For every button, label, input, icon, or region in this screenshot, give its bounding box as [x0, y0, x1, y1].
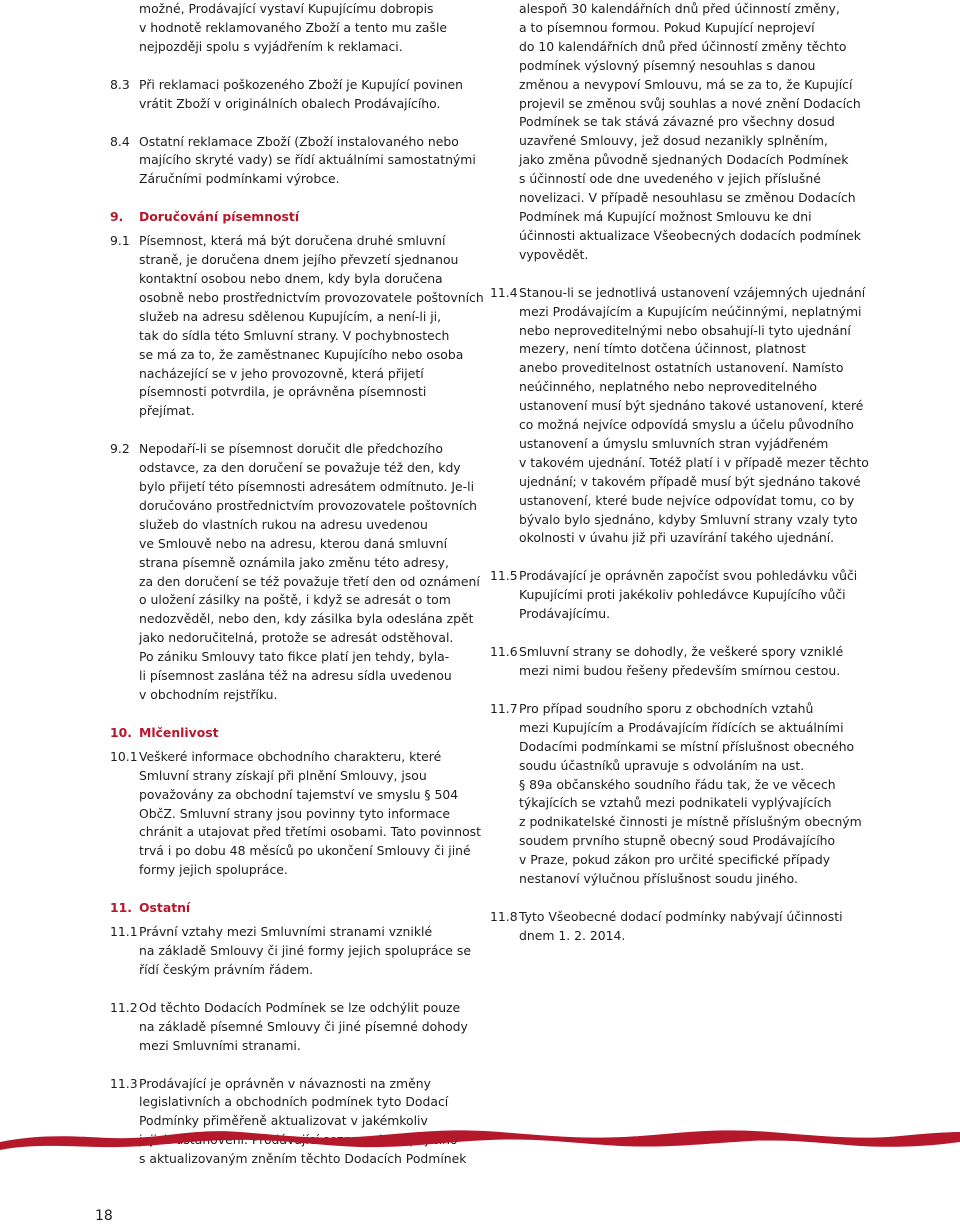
right-column [490, 0, 869, 946]
clause-11-2: 11.2 Od těchto Dodacích Podmínek se lze odchýlit pouze na základě písemné Smlouvy či jiné písemné dohody mezi Smluvními stranami. [110, 999, 468, 1053]
section-title: Mlčenlivost [139, 724, 219, 740]
decorative-wave-border [0, 1126, 960, 1160]
section-heading-9: 9. Doručování písemností [110, 209, 300, 225]
clause-number: 11.6 [490, 644, 518, 660]
wave-band [0, 1130, 960, 1150]
clause-8-4: 8.4 Ostatní reklamace Zboží (Zboží instalovaného nebo majícího skryté vady) se řídí aktuálními samostatnými Záručními podmínkami výrobce. [110, 133, 476, 187]
clause-number: 11.7 [490, 700, 518, 716]
clause-11-8: 11.8 Tyto Všeobecné dodací podmínky nabývají účinnosti dnem 1. 2. 2014. [490, 908, 843, 943]
clause-9-2: 9.2 Nepodaří-li se písemnost doručit dle předchozího odstavce, za den doručení se považuje též den, kdy bylo přijetí této písemnosti adresátem odmítnuto. Je-li doručováno prostřednictvím provozovatele poštovních služeb do vlastních rukou na adresu uvedenou ve Smlouvě nebo na adresu, kterou daná smluvní strana písemně oznámila jako změnu této adresy, za den doručení se též považuje třetí den od oznámení o uložení zásilky na poště, i když se adresát o tom nedozvěděl, nebo den, kdy zásilka byla odeslána zpět jako nedoručitelná, protože se adresát odstěhoval. Po zániku Smlouvy tato fikce platí jen tehdy, byla- li písemnost zaslána též na adresu sídla uvedenou v obchodním rejstříku. [110, 441, 480, 702]
clause-11-7: 11.7 Pro případ soudního sporu z obchodních vztahů mezi Kupujícím a Prodávajícím řídících se aktuálními Dodacími podmínkami se místní příslušnost obecného soudu účastníků upravuje s odvoláním na ust. § 89a občanského soudního řádu tak, že ve věcech týkajících se vztahů mezi podnikateli vyplývajících z podnikatelské činnosti je místně příslušným obecným soudem prvního stupně obecný soud Prodávajícího v Praze, pokud zákon pro určité specifické případy nestanoví výlučnou příslušnost soudu jiného. [490, 700, 862, 887]
clause-number: 8.3 [110, 76, 130, 92]
section-title: Ostatní [139, 900, 191, 916]
clause-number: 11.1 [110, 924, 138, 940]
clause-9-1: 9.1 Písemnost, která má být doručena druhé smluvní straně, je doručena dnem jejího převzetí sjednanou kontaktní osobou nebo dnem, kdy byla doručena osobně nebo prostřednictvím provozovatele poštovních služeb na adresu sdělenou Kupujícím, a není-li ji, tak do sídla této Smluvní strany. V pochybnostech se má za to, že zaměstnanec Kupujícího nebo osoba nacházející se v jeho provozovně, která přijetí písemnosti potvrdila, je oprávněna písemnosti přejímat. [110, 233, 484, 419]
left-column [110, 0, 484, 1169]
clause-11-6: 11.6 Smluvní strany se dohodly, že veškeré spory vzniklé mezi nimi budou řešeny především smírnou cestou. [490, 644, 844, 678]
clause-number: 9.2 [110, 441, 130, 457]
clause-number: 11.8 [490, 908, 518, 924]
continued-paragraph: alespoň 30 kalendářních dnů před účinností změny, a to písemnou formou. Pokud Kupující neprojeví do 10 kalendářních dnů před účinností změny těchto podmínek výslovný písemný nesouhlas s danou změnou a nevypoví Smlouvu, má se za to, že Kupující projevil se změnou svůj souhlas a nové znění Dodacích Podmínek se tak stává závazné pro všechny dosud uzavřené Smlouvy, jež dosud nezanikly splněním, jako změna původně sjednaných Dodacích Podmínek s účinností ode dne uvedeného v jejich příslušné novelizaci. V případě nesouhlasu se změnou Dodacích Podmínek má Kupující možnost Smlouvu ke dni účinnosti aktualizace Všeobecných dodacích podmínek vypovědět. [519, 1, 861, 262]
clause-11-5: 11.5 Prodávající je oprávněn započíst svou pohledávku vůči Kupujícími proti jakékoliv pohledávce Kupujícího vůči Prodávajícímu. [490, 568, 858, 622]
clause-number: 8.4 [110, 133, 130, 149]
clause-number: 10.1 [110, 748, 138, 764]
clause-number: 11.4 [490, 284, 518, 300]
clause-11-4: 11.4 Stanou-li se jednotlivá ustanovení vzájemných ujednání mezi Prodávajícím a Kupujícím neúčinnými, neplatnými nebo neproveditelnými nebo obsahují-li tyto ujednání mezery, není tímto dotčena účinnost, platnost anebo proveditelnost ostatních ustanovení. Namísto neúčinného, neplatného nebo neproveditelného ustanovení musí být sjednáno takové ustanovení, které co možná nejvíce odpovídá smyslu a účelu původního ustanovení a úmyslu smluvních stran vyjádřeném v takovém ujednání. Totéž platí i v případě mezer těchto ujednání; v takovém případě musí být sjednáno takové ustanovení, které bude nejvíce odpovídat tomu, co by bývalo bylo sjednáno, kdyby Smluvní strany vzaly tyto okolnosti v úvahu již při uzavírání takého ujednání. [490, 284, 869, 546]
section-heading-11: 11. Ostatní [110, 900, 191, 916]
clause-number: 11.5 [490, 568, 518, 584]
clause-10-1: 10.1 Veškeré informace obchodního charakteru, které Smluvní strany získají při plnění Smlouvy, jsou považovány za obchodní tajemství ve smyslu § 504 ObčZ. Smluvní strany jsou povinny tyto informace chránit a utajovat před třetími osobami. Tato povinnost trvá i po dobu 48 měsíců po ukončení Smlouvy či jiné formy jejich spolupráce. [110, 748, 481, 878]
clause-8-3: 8.3 Při reklamaci poškozeného Zboží je Kupující povinen vrátit Zboží v originálních obalech Prodávajícího. [110, 76, 463, 111]
clause-number: 11.2 [110, 999, 138, 1015]
clause-number: 9.1 [110, 233, 130, 249]
clause-number: 11.3 [110, 1075, 138, 1091]
section-title: Doručování písemností [139, 209, 300, 225]
clause-11-1: 11.1 Právní vztahy mezi Smluvními stranami vzniklé na základě Smlouvy či jiné formy jejich spolupráce se řídí českým právním řádem. [110, 924, 471, 977]
page-number: 18 [95, 1208, 113, 1224]
intro-paragraph: možné, Prodávající vystaví Kupujícímu dobropis v hodnotě reklamovaného Zboží a tento mu zašle nejpozději spolu s vyjádřením k reklamaci. [139, 1, 448, 54]
section-heading-10: 10. Mlčenlivost [110, 724, 219, 740]
clause-11-3: 11.3 Prodávající je oprávněn v návaznosti na změny legislativních a obchodních podmínek tyto Dodací Podmínky přiměřeně aktualizovat v jakémkoliv s aktualizovaným zněním těchto Dodacích Podmínek [110, 1075, 467, 1167]
